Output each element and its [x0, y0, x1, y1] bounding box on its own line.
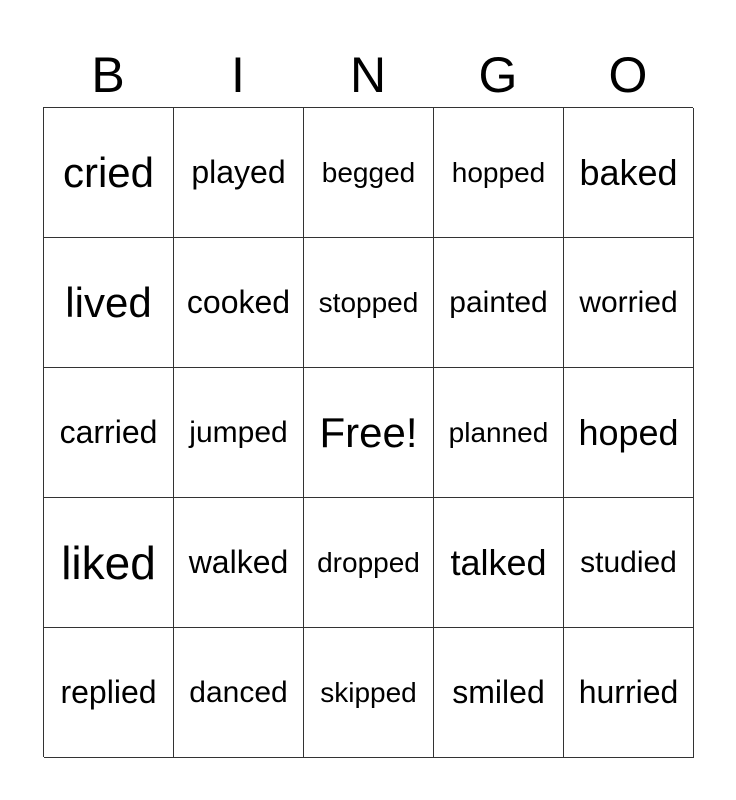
bingo-card	[43, 107, 693, 757]
bingo-cell[interactable]: smiled	[434, 628, 564, 758]
bingo-cell[interactable]: painted	[434, 238, 564, 368]
header-letter-o: O	[608, 47, 648, 103]
bingo-cell[interactable]: talked	[434, 498, 564, 628]
bingo-cell[interactable]: dropped	[304, 498, 434, 628]
bingo-cell[interactable]: skipped	[304, 628, 434, 758]
bingo-cell[interactable]: hoped	[564, 368, 694, 498]
bingo-cell[interactable]: danced	[174, 628, 304, 758]
bingo-cell[interactable]: lived	[44, 238, 174, 368]
bingo-cell[interactable]: hurried	[564, 628, 694, 758]
bingo-cell[interactable]: worried	[564, 238, 694, 368]
bingo-cell[interactable]: baked	[564, 108, 694, 238]
header-letter-b: B	[91, 47, 125, 103]
bingo-cell[interactable]: cried	[44, 108, 174, 238]
bingo-header	[43, 44, 693, 106]
bingo-cell[interactable]: replied	[44, 628, 174, 758]
free-space[interactable]: Free!	[304, 368, 434, 498]
header-letter-g: G	[478, 47, 518, 103]
header-letter-i: I	[231, 47, 245, 103]
bingo-cell[interactable]: played	[174, 108, 304, 238]
bingo-cell[interactable]: studied	[564, 498, 694, 628]
bingo-cell[interactable]: walked	[174, 498, 304, 628]
bingo-cell[interactable]: carried	[44, 368, 174, 498]
bingo-cell[interactable]: stopped	[304, 238, 434, 368]
bingo-cell[interactable]: planned	[434, 368, 564, 498]
bingo-cell[interactable]: jumped	[174, 368, 304, 498]
bingo-cell[interactable]: cooked	[174, 238, 304, 368]
header-letter-n: N	[349, 47, 387, 103]
bingo-cell[interactable]: hopped	[434, 108, 564, 238]
bingo-cell[interactable]: liked	[44, 498, 174, 628]
bingo-cell[interactable]: begged	[304, 108, 434, 238]
